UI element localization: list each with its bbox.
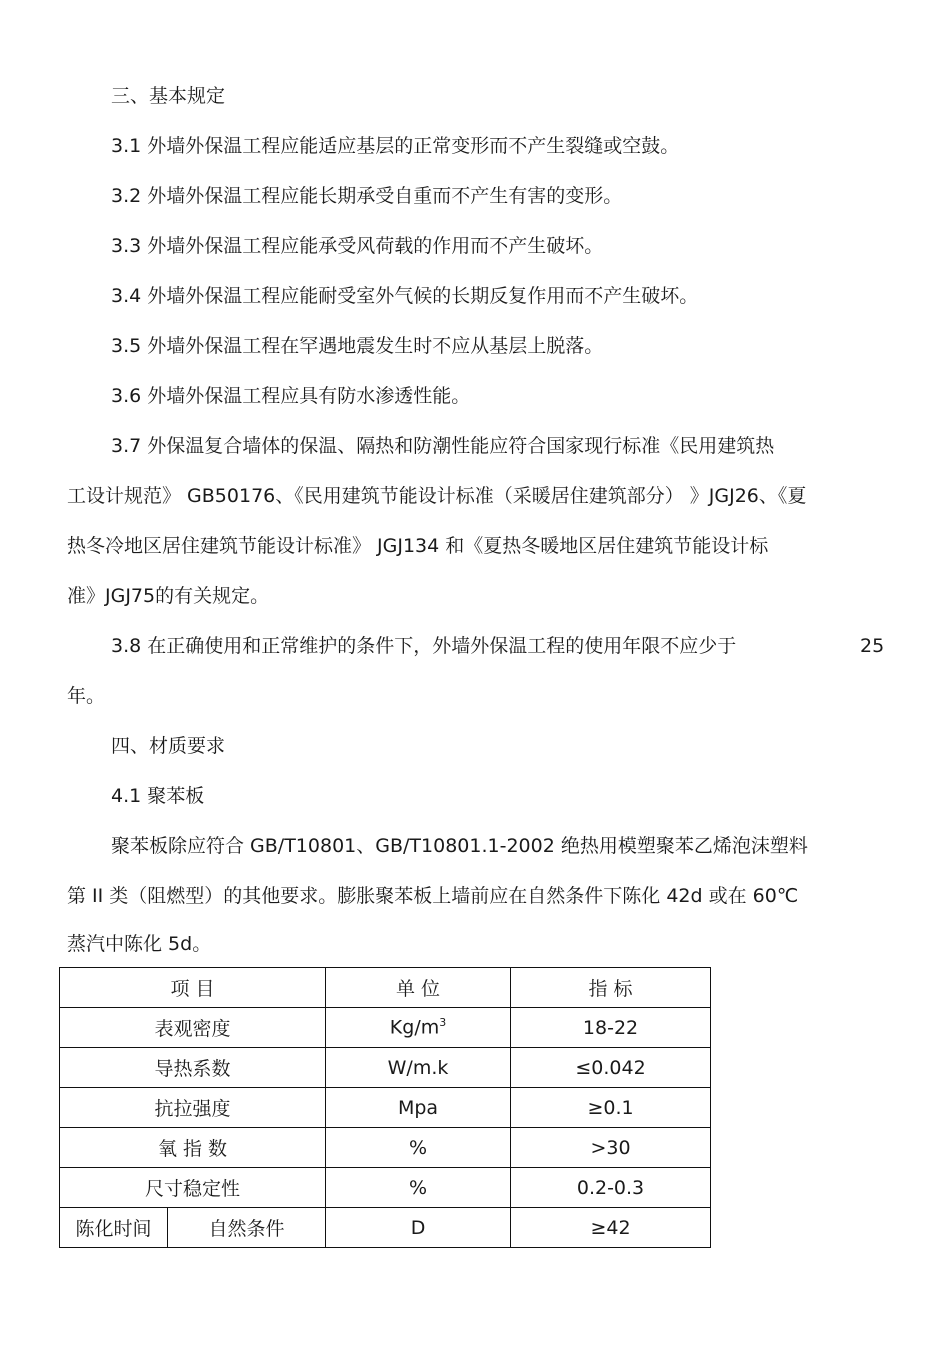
row-item: 氧 指 数 — [60, 1128, 326, 1168]
row-unit-text: Kg/m — [389, 1016, 440, 1039]
paragraph-3-8-line-2: 年。 — [67, 685, 106, 707]
row-value: ≥0.1 — [511, 1088, 711, 1128]
section-3-title: 三、基本规定 — [111, 85, 226, 107]
paragraph-3-7-line-4: 准》JGJ75的有关规定。 — [67, 585, 270, 607]
spec-table — [59, 967, 711, 1248]
header-value: 指 标 — [511, 968, 711, 1008]
row-unit: Mpa — [326, 1088, 511, 1128]
section-4-1-title: 4.1 聚苯板 — [111, 785, 205, 807]
table-row — [60, 1088, 711, 1128]
paragraph-4-1-line-3: 蒸汽中陈化 5d。 — [67, 933, 212, 955]
table-row — [60, 1128, 711, 1168]
paragraph-4-1-line-1: 聚苯板除应符合 GB/T10801、GB/T10801.1-2002 绝热用模塑聚苯乙烯泡沫塑料 — [111, 835, 808, 857]
row-value: ≤0.042 — [511, 1048, 711, 1088]
paragraph-3-8-years: 25 — [860, 635, 885, 657]
row-unit: % — [326, 1128, 511, 1168]
header-item: 项 目 — [60, 968, 326, 1008]
paragraph-3-7-line-2: 工设计规范》 GB50176、《民用建筑节能设计标准（采暖居住建筑部分） 》JGJ26、《夏 — [67, 485, 807, 507]
row-value: 18-22 — [511, 1008, 711, 1048]
paragraph-3-6: 3.6 外墙外保温工程应具有防水渗透性能。 — [111, 385, 471, 407]
row-group: 陈化时间 — [60, 1208, 168, 1248]
row-item: 自然条件 — [168, 1208, 326, 1248]
paragraph-3-8-line-1: 3.8 在正确使用和正常维护的条件下，外墙外保温工程的使用年限不应少于 — [111, 635, 737, 657]
row-unit-superscript: 3 — [439, 1016, 447, 1030]
paragraph-4-1-line-2: 第 II 类（阻燃型）的其他要求。膨胀聚苯板上墙前应在自然条件下陈化 42d 或在 60℃ — [67, 885, 799, 907]
table-row — [60, 1048, 711, 1088]
row-item: 尺寸稳定性 — [60, 1168, 326, 1208]
row-item: 导热系数 — [60, 1048, 326, 1088]
row-value: ≥42 — [511, 1208, 711, 1248]
row-value: >30 — [511, 1128, 711, 1168]
row-item: 抗拉强度 — [60, 1088, 326, 1128]
row-unit — [326, 1008, 511, 1048]
section-4-title: 四、材质要求 — [111, 735, 226, 757]
table-header-row — [60, 968, 711, 1008]
row-unit: % — [326, 1168, 511, 1208]
header-unit: 单 位 — [326, 968, 511, 1008]
table-row — [60, 1208, 711, 1248]
row-unit: W/m.k — [326, 1048, 511, 1088]
paragraph-3-1: 3.1 外墙外保温工程应能适应基层的正常变形而不产生裂缝或空鼓。 — [111, 135, 680, 157]
paragraph-3-3: 3.3 外墙外保温工程应能承受风荷载的作用而不产生破坏。 — [111, 235, 604, 257]
row-value: 0.2-0.3 — [511, 1168, 711, 1208]
paragraph-3-7-line-1: 3.7 外保温复合墙体的保温、隔热和防潮性能应符合国家现行标准《民用建筑热 — [111, 435, 775, 457]
table-row — [60, 1008, 711, 1048]
table-row — [60, 1168, 711, 1208]
paragraph-3-2: 3.2 外墙外保温工程应能长期承受自重而不产生有害的变形。 — [111, 185, 623, 207]
row-unit: D — [326, 1208, 511, 1248]
paragraph-3-4: 3.4 外墙外保温工程应能耐受室外气候的长期反复作用而不产生破坏。 — [111, 285, 699, 307]
paragraph-3-5: 3.5 外墙外保温工程在罕遇地震发生时不应从基层上脱落。 — [111, 335, 604, 357]
paragraph-3-7-line-3: 热冬冷地区居住建筑节能设计标准》 JGJ134 和《夏热冬暖地区居住建筑节能设计标 — [67, 535, 769, 557]
row-item: 表观密度 — [60, 1008, 326, 1048]
